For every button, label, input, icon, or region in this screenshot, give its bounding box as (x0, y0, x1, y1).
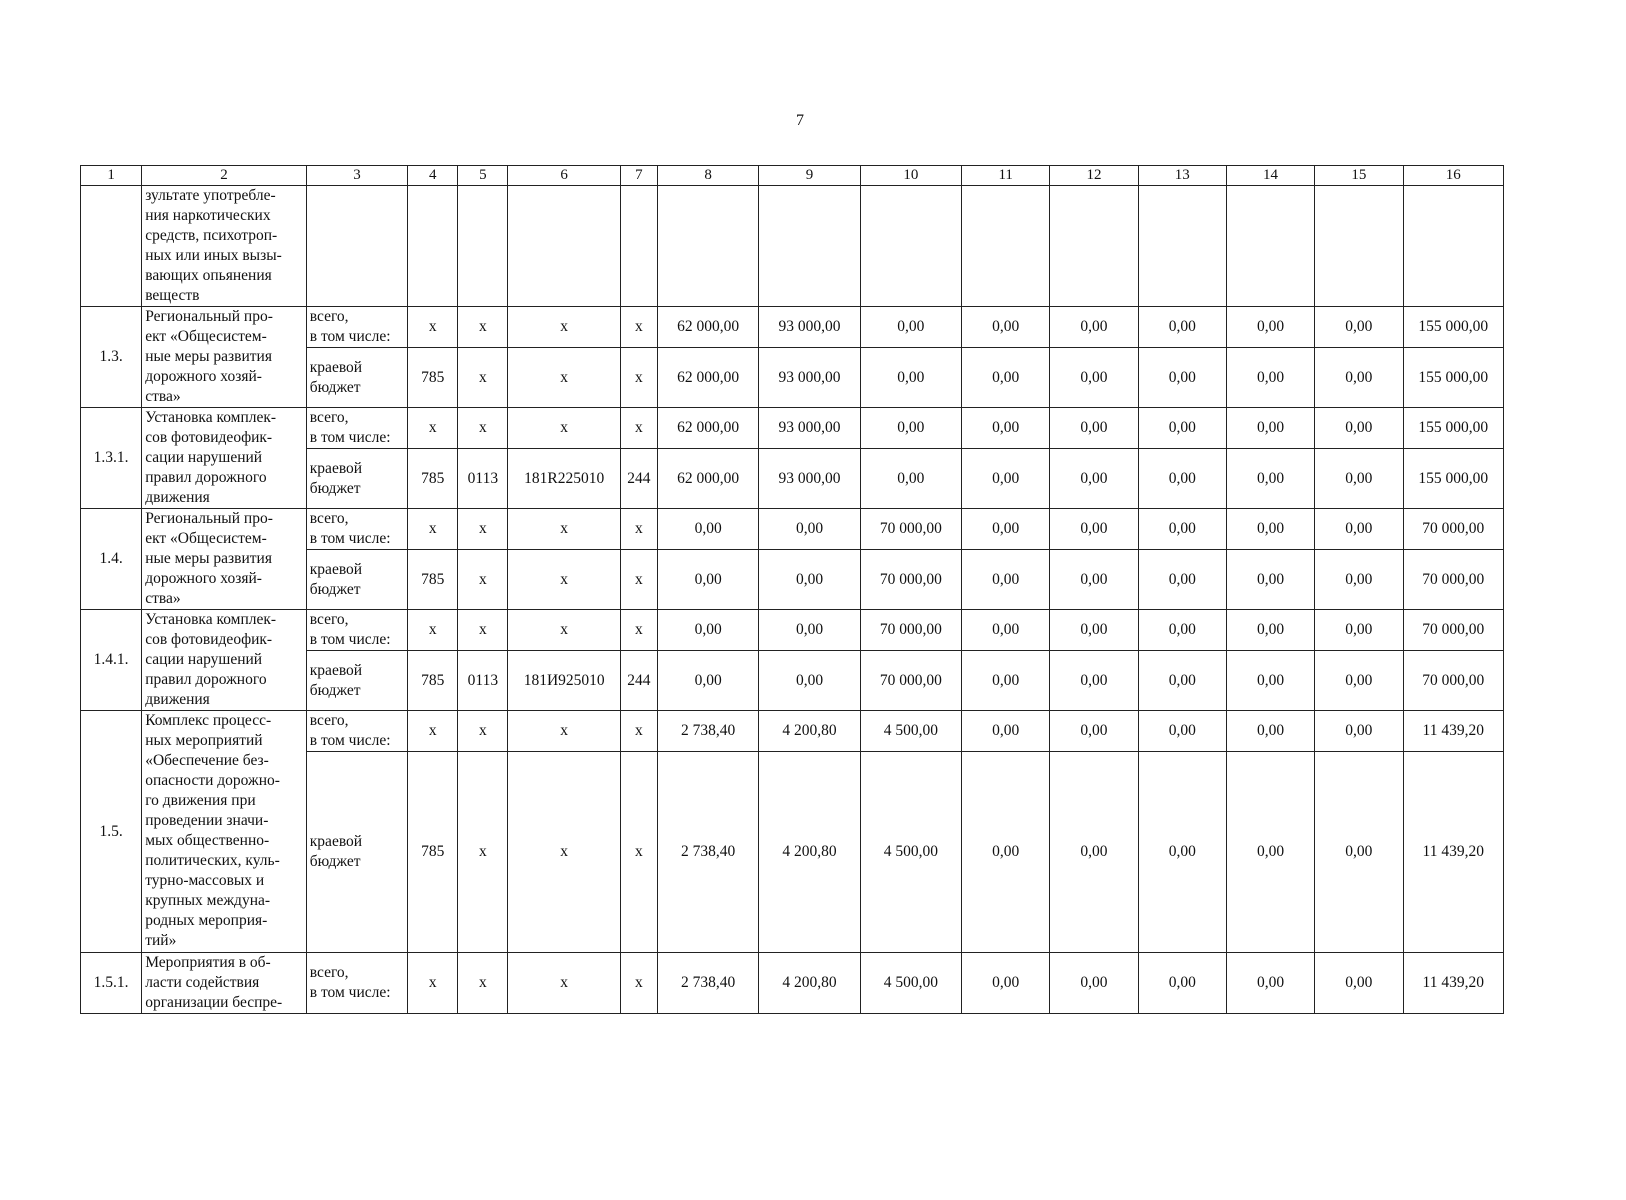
amount-cell: 0,00 (1050, 651, 1138, 711)
amount-cell: 0,00 (657, 509, 758, 550)
item-name-line: сации нарушений (145, 651, 263, 668)
item-name-line: веществ (145, 287, 200, 304)
row-number-cell: 1.4. (81, 509, 142, 610)
target-code-cell: х (508, 953, 620, 1014)
item-name-line: зультате употребле- (145, 187, 276, 204)
admin-code-cell: х (408, 610, 458, 651)
funding-source-cell (306, 509, 407, 550)
amount-cell: 0,00 (1050, 348, 1138, 408)
item-name-line: дорожного хозяй- (145, 570, 262, 587)
target-code-cell: х (508, 348, 620, 408)
section-code-cell: х (458, 953, 508, 1014)
admin-code-cell: х (408, 408, 458, 449)
item-name-cell (142, 408, 307, 509)
amount-cell: 0,00 (962, 610, 1050, 651)
amount-cell: 70 000,00 (860, 550, 961, 610)
funding-source-line: в том числе: (309, 984, 391, 1001)
item-name-line: Региональный про- (145, 510, 273, 527)
amount-cell: 0,00 (759, 509, 860, 550)
amount-cell: 0,00 (962, 509, 1050, 550)
empty-cell (1226, 186, 1314, 307)
empty-cell (962, 186, 1050, 307)
admin-code-cell: 785 (408, 752, 458, 953)
item-name-cell (142, 509, 307, 610)
row-number-cell: 1.3. (81, 307, 142, 408)
item-name-line: правил дорожного (145, 671, 267, 688)
expense-type-cell: х (620, 752, 657, 953)
funding-source-cell (306, 752, 407, 953)
amount-cell: 0,00 (1138, 651, 1226, 711)
item-name-line: Региональный про- (145, 308, 273, 325)
empty-cell (860, 186, 961, 307)
admin-code-cell: 785 (408, 550, 458, 610)
amount-cell: 2 738,40 (657, 711, 758, 752)
item-name-line: правил дорожного (145, 469, 267, 486)
amount-cell: 0,00 (1050, 449, 1138, 509)
item-name-line: Установка комплек- (145, 409, 277, 426)
amount-cell: 0,00 (759, 610, 860, 651)
amount-cell: 0,00 (1050, 752, 1138, 953)
target-code-cell: х (508, 610, 620, 651)
amount-cell: 4 500,00 (860, 711, 961, 752)
item-name-line: ных мероприятий (145, 732, 263, 749)
amount-cell: 0,00 (1050, 610, 1138, 651)
section-code-cell: 0113 (458, 449, 508, 509)
amount-cell: 93 000,00 (759, 408, 860, 449)
funding-source-line: всего, (309, 510, 349, 528)
amount-cell: 0,00 (1138, 307, 1226, 348)
expense-type-cell: х (620, 348, 657, 408)
admin-code-cell: х (408, 953, 458, 1014)
funding-source-cell (306, 348, 407, 408)
amount-cell: 93 000,00 (759, 449, 860, 509)
amount-cell: 0,00 (1138, 509, 1226, 550)
amount-cell: 4 200,80 (759, 711, 860, 752)
funding-source-line: бюджет (309, 681, 361, 699)
empty-cell (458, 186, 508, 307)
empty-cell (1315, 186, 1403, 307)
funding-source-cell (306, 953, 407, 1014)
funding-source-line: всего, (309, 611, 349, 629)
budget-table (80, 165, 1504, 1014)
section-code-cell: х (458, 550, 508, 610)
amount-cell: 0,00 (1138, 449, 1226, 509)
row-number-cell (81, 186, 142, 307)
amount-cell: 70 000,00 (1403, 651, 1504, 711)
column-header: 13 (1138, 166, 1226, 186)
section-code-cell: х (458, 610, 508, 651)
amount-cell: 0,00 (1226, 610, 1314, 651)
item-name-line: «Обеспечение без- (145, 752, 269, 769)
amount-cell: 0,00 (962, 449, 1050, 509)
column-header: 4 (408, 166, 458, 186)
amount-cell: 0,00 (657, 610, 758, 651)
amount-cell: 0,00 (1226, 509, 1314, 550)
item-name-cell (142, 953, 307, 1014)
admin-code-cell: 785 (408, 449, 458, 509)
funding-source-line: краевой (309, 833, 363, 850)
admin-code-cell: х (408, 711, 458, 752)
amount-cell: 0,00 (1050, 509, 1138, 550)
item-name-line: турно-массовых и (145, 872, 265, 889)
amount-cell: 155 000,00 (1403, 408, 1504, 449)
admin-code-cell: 785 (408, 348, 458, 408)
funding-source-line: бюджет (309, 580, 361, 598)
amount-cell: 0,00 (962, 408, 1050, 449)
table-body (81, 166, 1504, 1014)
column-header: 10 (860, 166, 961, 186)
item-name-line: ства» (145, 590, 181, 607)
expense-type-cell: х (620, 307, 657, 348)
item-name-line: политических, куль- (145, 852, 280, 869)
column-header: 8 (657, 166, 758, 186)
admin-code-cell: х (408, 307, 458, 348)
amount-cell: 0,00 (1050, 408, 1138, 449)
item-name-line: ласти содействия (145, 974, 260, 991)
amount-cell: 70 000,00 (860, 509, 961, 550)
section-code-cell: х (458, 752, 508, 953)
amount-cell: 0,00 (1050, 550, 1138, 610)
amount-cell: 4 200,80 (759, 752, 860, 953)
funding-source-line: всего, (309, 712, 349, 729)
amount-cell: 0,00 (962, 550, 1050, 610)
amount-cell: 0,00 (1138, 550, 1226, 610)
amount-cell: 0,00 (1315, 651, 1403, 711)
section-code-cell: х (458, 408, 508, 449)
column-header: 7 (620, 166, 657, 186)
amount-cell: 0,00 (1226, 752, 1314, 953)
amount-cell: 0,00 (860, 408, 961, 449)
funding-source-line: краевой (309, 358, 363, 376)
empty-cell (1050, 186, 1138, 307)
section-code-cell: х (458, 348, 508, 408)
funding-source-line: в том числе: (309, 328, 391, 346)
funding-source-cell (306, 307, 407, 348)
section-code-cell: х (458, 711, 508, 752)
amount-cell: 0,00 (1315, 408, 1403, 449)
table-row (81, 509, 1504, 550)
target-code-cell: 181И925010 (508, 651, 620, 711)
target-code-cell: х (508, 550, 620, 610)
amount-cell: 0,00 (1315, 449, 1403, 509)
amount-cell: 0,00 (1138, 953, 1226, 1014)
funding-source-line: в том числе: (309, 429, 391, 447)
column-header: 1 (81, 166, 142, 186)
column-header: 9 (759, 166, 860, 186)
amount-cell: 0,00 (1138, 408, 1226, 449)
amount-cell: 0,00 (860, 449, 961, 509)
amount-cell: 62 000,00 (657, 307, 758, 348)
admin-code-cell: х (408, 509, 458, 550)
target-code-cell: 181R225010 (508, 449, 620, 509)
amount-cell: 70 000,00 (1403, 550, 1504, 610)
target-code-cell: х (508, 408, 620, 449)
item-name-cell (142, 186, 307, 307)
amount-cell: 2 738,40 (657, 752, 758, 953)
funding-source-line: всего, (309, 964, 349, 981)
target-code-cell: х (508, 711, 620, 752)
empty-cell (306, 186, 407, 307)
expense-type-cell: х (620, 953, 657, 1014)
empty-cell (759, 186, 860, 307)
funding-source-line: в том числе: (309, 732, 391, 749)
amount-cell: 4 200,80 (759, 953, 860, 1014)
column-header: 12 (1050, 166, 1138, 186)
amount-cell: 0,00 (657, 651, 758, 711)
amount-cell: 0,00 (1315, 610, 1403, 651)
amount-cell: 0,00 (1226, 348, 1314, 408)
row-number-cell: 1.5.1. (81, 953, 142, 1014)
empty-cell (508, 186, 620, 307)
amount-cell: 0,00 (1226, 651, 1314, 711)
funding-source-line: в том числе: (309, 631, 391, 649)
amount-cell: 0,00 (860, 348, 961, 408)
amount-cell: 0,00 (962, 711, 1050, 752)
item-name-line: тий» (145, 932, 177, 949)
section-code-cell: 0113 (458, 651, 508, 711)
column-header: 16 (1403, 166, 1504, 186)
funding-source-cell (306, 610, 407, 651)
empty-cell (1138, 186, 1226, 307)
item-name-line: ект «Общесистем- (145, 328, 267, 345)
amount-cell: 0,00 (860, 307, 961, 348)
amount-cell: 0,00 (657, 550, 758, 610)
amount-cell: 93 000,00 (759, 307, 860, 348)
amount-cell: 0,00 (962, 348, 1050, 408)
table-row (81, 711, 1504, 752)
amount-cell: 0,00 (1315, 711, 1403, 752)
amount-cell: 0,00 (1315, 348, 1403, 408)
empty-cell (1403, 186, 1504, 307)
item-name-line: мых общественно- (145, 832, 270, 849)
section-code-cell: х (458, 509, 508, 550)
expense-type-cell: х (620, 408, 657, 449)
item-name-line: дорожного хозяй- (145, 368, 262, 385)
amount-cell: 93 000,00 (759, 348, 860, 408)
funding-source-line: краевой (309, 661, 363, 679)
column-header: 15 (1315, 166, 1403, 186)
item-name-line: сации нарушений (145, 449, 263, 466)
table-row (81, 610, 1504, 651)
column-header: 14 (1226, 166, 1314, 186)
amount-cell: 70 000,00 (860, 610, 961, 651)
amount-cell: 0,00 (1315, 509, 1403, 550)
amount-cell: 62 000,00 (657, 449, 758, 509)
column-header: 3 (306, 166, 407, 186)
column-header: 5 (458, 166, 508, 186)
row-number-cell: 1.4.1. (81, 610, 142, 711)
amount-cell: 0,00 (1138, 610, 1226, 651)
amount-cell: 4 500,00 (860, 752, 961, 953)
amount-cell: 0,00 (1315, 550, 1403, 610)
amount-cell: 0,00 (962, 953, 1050, 1014)
funding-source-cell (306, 651, 407, 711)
column-header: 2 (142, 166, 307, 186)
amount-cell: 155 000,00 (1403, 307, 1504, 348)
item-name-line: сов фотовидеофик- (145, 429, 273, 446)
amount-cell: 0,00 (1226, 711, 1314, 752)
amount-cell: 11 439,20 (1403, 711, 1504, 752)
amount-cell: 0,00 (1315, 752, 1403, 953)
item-name-line: ные меры развития (145, 550, 272, 567)
amount-cell: 0,00 (1138, 752, 1226, 953)
amount-cell: 11 439,20 (1403, 752, 1504, 953)
amount-cell: 0,00 (1226, 449, 1314, 509)
item-name-line: Мероприятия в об- (145, 954, 271, 971)
amount-cell: 0,00 (1226, 953, 1314, 1014)
funding-source-line: бюджет (309, 479, 361, 497)
target-code-cell: х (508, 752, 620, 953)
amount-cell: 0,00 (1138, 711, 1226, 752)
table-row (81, 408, 1504, 449)
expense-type-cell: 244 (620, 651, 657, 711)
item-name-line: родных мероприя- (145, 912, 268, 929)
item-name-line: ект «Общесистем- (145, 530, 267, 547)
amount-cell: 0,00 (962, 752, 1050, 953)
funding-source-line: всего, (309, 308, 349, 326)
item-name-line: движения (145, 489, 210, 506)
item-name-cell (142, 307, 307, 408)
funding-source-line: краевой (309, 560, 363, 578)
funding-source-cell (306, 550, 407, 610)
amount-cell: 0,00 (1050, 307, 1138, 348)
column-header: 11 (962, 166, 1050, 186)
funding-source-line: в том числе: (309, 530, 391, 548)
amount-cell: 70 000,00 (1403, 610, 1504, 651)
amount-cell: 0,00 (1138, 348, 1226, 408)
item-name-line: средств, психотроп- (145, 227, 278, 244)
amount-cell: 155 000,00 (1403, 348, 1504, 408)
amount-cell: 62 000,00 (657, 348, 758, 408)
page-number: 7 (796, 112, 804, 129)
item-name-cell (142, 711, 307, 953)
expense-type-cell: х (620, 550, 657, 610)
amount-cell: 0,00 (1226, 307, 1314, 348)
amount-cell: 0,00 (1226, 550, 1314, 610)
expense-type-cell: 244 (620, 449, 657, 509)
item-name-line: ных или иных вызы- (145, 247, 282, 264)
row-number-cell: 1.5. (81, 711, 142, 953)
amount-cell: 0,00 (962, 307, 1050, 348)
funding-source-line: бюджет (309, 378, 361, 396)
amount-cell: 70 000,00 (1403, 509, 1504, 550)
target-code-cell: х (508, 307, 620, 348)
item-name-line: движения (145, 691, 210, 708)
amount-cell: 0,00 (1315, 953, 1403, 1014)
item-name-line: проведении значи- (145, 812, 269, 829)
continuation-row (81, 186, 1504, 307)
funding-source-line: краевой (309, 459, 363, 477)
item-name-line: Установка комплек- (145, 611, 277, 628)
item-name-cell (142, 610, 307, 711)
funding-source-cell (306, 711, 407, 752)
amount-cell: 0,00 (1226, 408, 1314, 449)
amount-cell: 0,00 (759, 651, 860, 711)
funding-source-cell (306, 408, 407, 449)
funding-source-line: всего, (309, 409, 349, 427)
funding-source-line: бюджет (309, 853, 361, 870)
item-name-line: организации беспре- (145, 994, 283, 1011)
amount-cell: 2 738,40 (657, 953, 758, 1014)
header-row (81, 166, 1504, 186)
item-name-line: опасности дорожно- (145, 772, 280, 789)
table-row (81, 953, 1504, 1014)
funding-source-cell (306, 449, 407, 509)
amount-cell: 11 439,20 (1403, 953, 1504, 1014)
amount-cell: 0,00 (1315, 307, 1403, 348)
target-code-cell: х (508, 509, 620, 550)
row-number-cell: 1.3.1. (81, 408, 142, 509)
empty-cell (657, 186, 758, 307)
column-header: 6 (508, 166, 620, 186)
section-code-cell: х (458, 307, 508, 348)
item-name-line: крупных междуна- (145, 892, 271, 909)
item-name-line: ные меры развития (145, 348, 272, 365)
table-row (81, 307, 1504, 348)
admin-code-cell: 785 (408, 651, 458, 711)
amount-cell: 62 000,00 (657, 408, 758, 449)
expense-type-cell: х (620, 509, 657, 550)
expense-type-cell: х (620, 610, 657, 651)
amount-cell: 4 500,00 (860, 953, 961, 1014)
item-name-line: Комплекс процесс- (145, 712, 272, 729)
amount-cell: 0,00 (759, 550, 860, 610)
item-name-line: ния наркотических (145, 207, 271, 224)
empty-cell (408, 186, 458, 307)
amount-cell: 0,00 (1050, 953, 1138, 1014)
empty-cell (620, 186, 657, 307)
expense-type-cell: х (620, 711, 657, 752)
amount-cell: 70 000,00 (860, 651, 961, 711)
amount-cell: 0,00 (962, 651, 1050, 711)
item-name-line: го движения при (145, 792, 256, 809)
amount-cell: 0,00 (1050, 711, 1138, 752)
item-name-line: ства» (145, 388, 181, 405)
amount-cell: 155 000,00 (1403, 449, 1504, 509)
item-name-line: вающих опьянения (145, 267, 272, 284)
item-name-line: сов фотовидеофик- (145, 631, 273, 648)
